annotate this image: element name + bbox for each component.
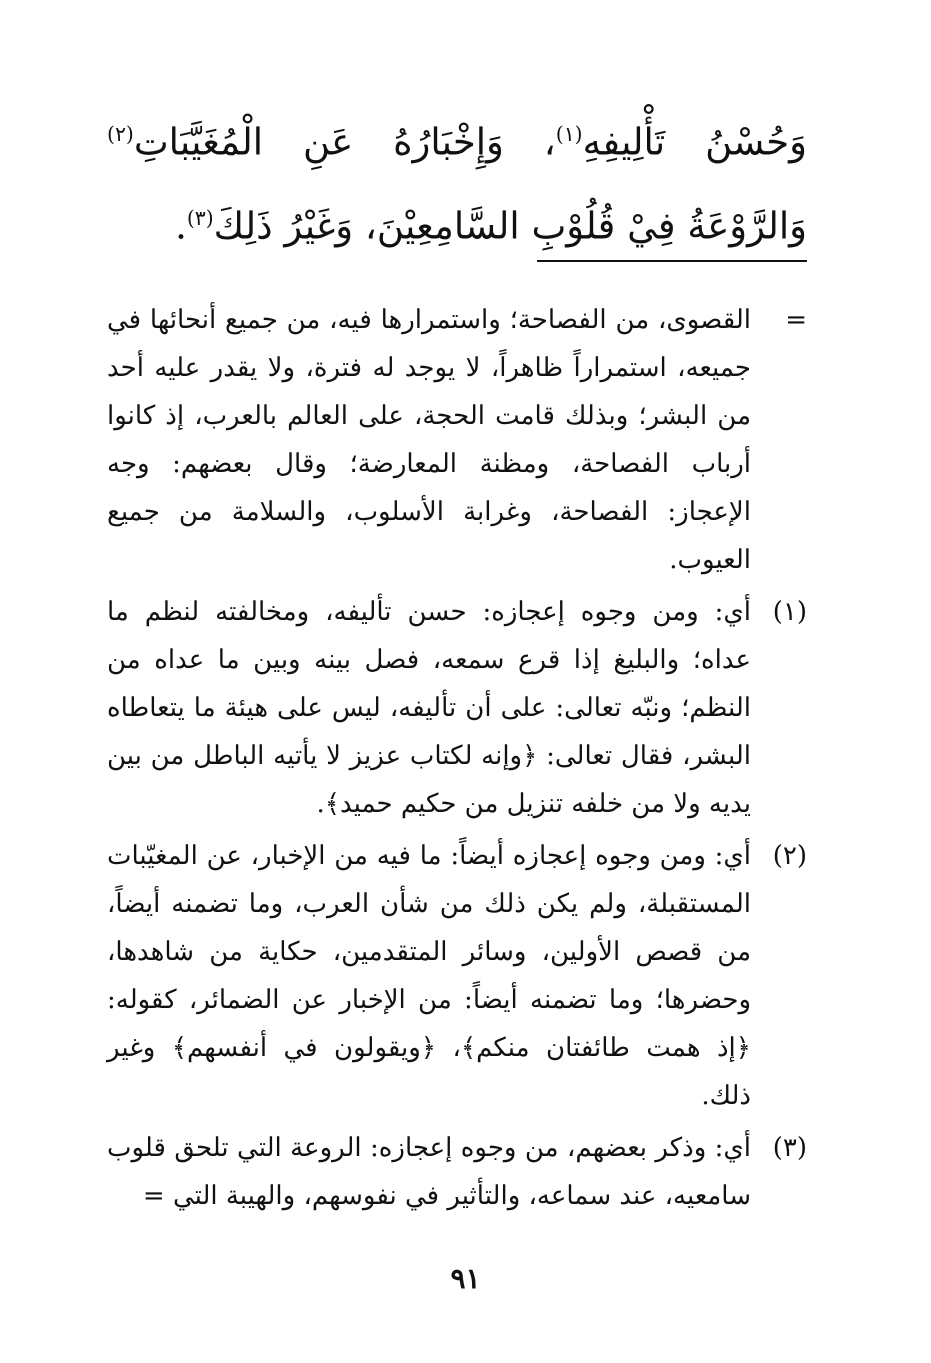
footnote-continuation	[107, 296, 807, 584]
continuation-marker: =	[785, 305, 807, 335]
footnote-3-marker: (٣)	[772, 1133, 807, 1163]
footnote-continuation-text: القصوى، من الفصاحة؛ واستمرارها فيه، من جميع أنحائها في جميعه، استمراراً ظاهراً، لا يوجد له فترة، ولا يقدر عليه أحد من البشر؛ وبذلك قامت الحجة، على العالم بالعرب، إذ كانوا أرباب الفصاحة، ومظنة المعارضة؛ وقال بعضهم: وجه الإعجاز: الفصاحة، وغرابة الأسلوب، والسلامة من جميع العيوب.	[107, 305, 751, 575]
footnote-2	[107, 832, 807, 1120]
main-text-part2: ، وَإِخْبَارُهُ عَنِ الْمُغَيَّبَاتِ	[133, 120, 556, 164]
footnote-1-marker: (١)	[772, 597, 807, 627]
footnote-3-text: أي: وذكر بعضهم، من وجوه إعجازه: الروعة التي تلحق قلوب سامعيه، عند سماعه، والتأثير في نفوسهم، والهيبة التي	[107, 1133, 751, 1211]
footnote-3-body	[107, 1124, 751, 1220]
footnote-separator	[537, 260, 807, 262]
footnote-ref-1: (١)	[555, 122, 583, 146]
footnotes	[107, 296, 807, 1224]
footnote-1	[107, 588, 807, 828]
page-number: ٩١	[450, 1262, 481, 1295]
main-text	[107, 96, 807, 265]
footnote-2-text: أي: ومن وجوه إعجازه أيضاً: ما فيه من الإخبار، عن المغيّبات المستقبلة، ولم يكن ذلك من شأن العرب، وما تضمنه أيضاً، من قصص الأولين، وسائر المتقدمين، حكاية من شاهدها، وحضرها؛ وما تضمنه أيضاً: من الإخبار عن الضمائر، كقوله: ﴿إذ همت طائفتان منكم﴾، ﴿ويقولون في أنفسهم﴾ وغير ذلك.	[107, 841, 751, 1111]
footnote-2-marker: (٢)	[772, 841, 807, 871]
main-text-end: .	[175, 204, 187, 248]
main-text-part1: وَحُسْنُ تَأْلِيفِهِ	[582, 120, 807, 164]
footnote-1-text: أي: ومن وجوه إعجازه: حسن تأليفه، ومخالفته لنظم ما عداه؛ والبليغ إذا قرع سمعه، فصل بينه وبين ما عداه من النظم؛ ونبّه تعالى: على أن تأليفه، ليس على هيئة ما يتعاطاه البشر، فقال تعالى: ﴿وإنه لكتاب عزيز لا يأتيه الباطل من بين يديه ولا من خلفه تنزيل من حكيم حميد﴾.	[107, 597, 752, 819]
footnote-ref-2: (٢)	[107, 122, 134, 146]
footnote-3	[107, 1124, 807, 1220]
footnote-ref-3: (٣)	[186, 206, 214, 231]
main-text-part3: وَالرَّوْعَةُ فِيْ قُلُوْبِ السَّامِعِيْنَ، وَغَيْرُ ذَلِكَ	[213, 204, 807, 248]
footnote-3-continues-marker: =	[142, 1181, 165, 1211]
